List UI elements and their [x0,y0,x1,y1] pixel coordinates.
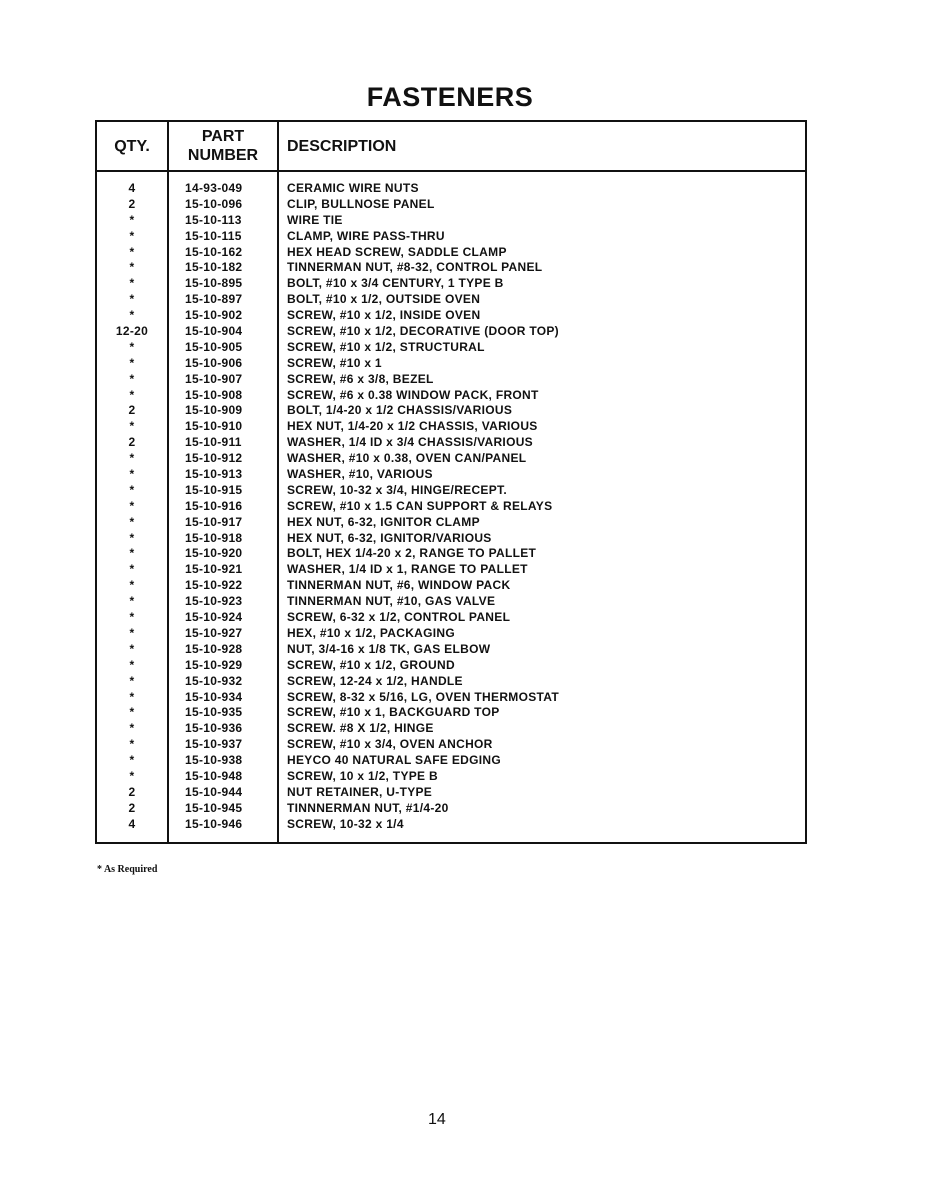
description-cell: SCREW, #10 x 1/2, GROUND [287,657,455,672]
part-number-cell: 15-10-115 [185,228,242,243]
description-cell: CERAMIC WIRE NUTS [287,181,419,195]
qty-cell: * [129,705,135,720]
qty-cell: * [129,578,135,593]
part-number-cell: 15-10-907 [185,371,243,386]
table-row [97,339,805,355]
table-row [97,657,805,673]
part-number-cell: 15-10-915 [185,482,243,497]
header-part-line2: NUMBER [187,147,259,164]
part-number-cell: 15-10-096 [185,196,243,211]
table-row [97,323,805,339]
description-cell: TINNNERMAN NUT, #1/4-20 [287,800,449,815]
part-number-cell: 15-10-946 [185,816,243,831]
table-row [97,768,805,784]
qty-cell: * [129,498,135,513]
description-cell: SCREW, 10 x 1/2, TYPE B [287,768,438,783]
qty-cell: * [129,689,135,704]
part-number-cell: 15-10-917 [185,514,243,529]
table-row [97,609,805,625]
table-row [97,593,805,609]
fasteners-table [95,120,807,844]
qty-cell: * [129,260,135,275]
qty-cell: 4 [128,181,136,195]
description-cell: SCREW, 10-32 x 1/4 [287,816,404,831]
qty-cell: * [129,562,135,577]
description-cell: SCREW, #10 x 1.5 CAN SUPPORT & RELAYS [287,498,553,513]
description-cell: NUT, 3/4-16 x 1/8 TK, GAS ELBOW [287,641,491,656]
qty-cell: * [129,212,135,227]
header-part-number [169,127,277,165]
qty-cell: * [129,530,135,545]
header-part-line1: PART [201,128,245,145]
qty-cell: * [129,768,135,783]
qty-cell: * [129,371,135,386]
part-number-cell: 15-10-905 [185,339,243,354]
part-number-cell: 15-10-934 [185,689,243,704]
qty-cell: * [129,419,135,434]
description-cell: WASHER, 1/4 ID x 3/4 CHASSIS/VARIOUS [287,435,533,450]
part-number-cell: 15-10-944 [185,784,243,799]
part-number-cell: 15-10-113 [185,212,242,227]
description-cell: WIRE TIE [287,212,343,227]
table-row [97,355,805,371]
part-number-cell: 15-10-908 [185,387,243,402]
qty-cell: * [129,355,135,370]
qty-cell: * [129,673,135,688]
page-number: 14 [428,1111,446,1128]
table-row [97,387,805,403]
qty-cell: * [129,467,135,482]
part-number-cell: 15-10-895 [185,276,243,291]
qty-cell: * [129,514,135,529]
qty-cell: * [129,276,135,291]
part-number-cell: 15-10-902 [185,308,243,323]
description-cell: HEX NUT, 6-32, IGNITOR CLAMP [287,514,480,529]
qty-cell: * [129,339,135,354]
part-number-cell: 15-10-924 [185,610,243,625]
table-row [97,673,805,689]
description-cell: SCREW, #10 x 1 [287,355,382,370]
qty-cell: * [129,228,135,243]
description-cell: SCREW, #6 x 0.38 WINDOW PACK, FRONT [287,387,539,402]
table-row [97,482,805,498]
part-number-cell: 15-10-913 [185,467,243,482]
description-cell: SCREW, 6-32 x 1/2, CONTROL PANEL [287,610,511,625]
table-row [97,307,805,323]
qty-cell: 2 [128,196,136,211]
description-cell: NUT RETAINER, U-TYPE [287,784,433,799]
part-number-cell: 15-10-911 [185,435,242,450]
part-number-cell: 15-10-162 [185,244,243,259]
description-cell: WASHER, 1/4 ID x 1, RANGE TO PALLET [287,562,528,577]
description-cell: TINNERMAN NUT, #6, WINDOW PACK [287,578,511,593]
description-cell: SCREW, 8-32 x 5/16, LG, OVEN THERMOSTAT [287,689,559,704]
qty-cell: * [129,292,135,307]
part-number-cell: 15-10-922 [185,578,243,593]
description-cell: BOLT, HEX 1/4-20 x 2, RANGE TO PALLET [287,546,537,561]
table-body [97,180,805,832]
qty-cell: 2 [128,435,136,450]
table-row [97,689,805,705]
table-row [97,450,805,466]
part-number-cell: 15-10-912 [185,451,243,466]
table-row [97,371,805,387]
part-number-cell: 15-10-937 [185,737,243,752]
table-row [97,466,805,482]
table-row [97,752,805,768]
description-cell: SCREW, 10-32 x 3/4, HINGE/RECEPT. [287,482,507,497]
qty-cell: * [129,387,135,402]
part-number-cell: 15-10-921 [185,562,243,577]
qty-cell: * [129,657,135,672]
description-cell: WASHER, #10 x 0.38, OVEN CAN/PANEL [287,451,527,466]
description-cell: HEX HEAD SCREW, SADDLE CLAMP [287,244,507,259]
description-cell: CLIP, BULLNOSE PANEL [287,196,435,211]
table-row [97,418,805,434]
part-number-cell: 15-10-929 [185,657,243,672]
table-row [97,244,805,260]
table-row [97,736,805,752]
table-row [97,212,805,228]
part-number-cell: 15-10-948 [185,768,243,783]
qty-cell: * [129,625,135,640]
table-row [97,641,805,657]
table-row [97,704,805,720]
qty-cell: 4 [128,816,136,831]
part-number-cell: 15-10-923 [185,594,243,609]
part-number-cell: 15-10-906 [185,355,243,370]
qty-cell: * [129,641,135,656]
footnote: * As Required [97,864,158,875]
part-number-cell: 15-10-932 [185,673,243,688]
part-number-cell: 15-10-918 [185,530,243,545]
table-row [97,625,805,641]
part-number-cell: 15-10-916 [185,498,243,513]
qty-cell: * [129,594,135,609]
table-row [97,784,805,800]
qty-cell: * [129,244,135,259]
table-row [97,291,805,307]
qty-cell: * [129,721,135,736]
header-description: DESCRIPTION [287,138,397,155]
qty-cell: * [129,546,135,561]
description-cell: TINNERMAN NUT, #8-32, CONTROL PANEL [287,260,543,275]
description-cell: CLAMP, WIRE PASS-THRU [287,228,445,243]
table-row [97,800,805,816]
table-row [97,228,805,244]
description-cell: BOLT, 1/4-20 x 1/2 CHASSIS/VARIOUS [287,403,513,418]
qty-cell: 2 [128,800,136,815]
table-row [97,498,805,514]
description-cell: HEX, #10 x 1/2, PACKAGING [287,625,455,640]
description-cell: SCREW, #10 x 1, BACKGUARD TOP [287,705,500,720]
table-row [97,196,805,212]
page-title: FASTENERS [366,82,534,112]
table-row [97,530,805,546]
part-number-cell: 15-10-910 [185,419,243,434]
part-number-cell: 15-10-938 [185,753,243,768]
qty-cell: 2 [128,784,136,799]
part-number-cell: 15-10-897 [185,292,243,307]
description-cell: TINNERMAN NUT, #10, GAS VALVE [287,594,496,609]
description-cell: SCREW, #10 x 1/2, INSIDE OVEN [287,308,481,323]
part-number-cell: 15-10-928 [185,641,243,656]
description-cell: HEX NUT, 1/4-20 x 1/2 CHASSIS, VARIOUS [287,419,538,434]
qty-cell: * [129,753,135,768]
part-number-cell: 15-10-927 [185,625,243,640]
part-number-cell: 15-10-935 [185,705,243,720]
table-row [97,259,805,275]
table-row [97,577,805,593]
qty-cell: * [129,482,135,497]
part-number-cell: 15-10-909 [185,403,243,418]
header-divider [97,170,805,172]
qty-cell: 2 [128,403,136,418]
part-number-cell: 15-10-920 [185,546,243,561]
description-cell: BOLT, #10 x 3/4 CENTURY, 1 TYPE B [287,276,504,291]
qty-cell: * [129,737,135,752]
table-row [97,720,805,736]
description-cell: HEX NUT, 6-32, IGNITOR/VARIOUS [287,530,492,545]
part-number-cell: 15-10-182 [185,260,243,275]
description-cell: SCREW, 12-24 x 1/2, HANDLE [287,673,463,688]
part-number-cell: 15-10-945 [185,800,243,815]
qty-cell: * [129,451,135,466]
table-row [97,561,805,577]
table-row [97,514,805,530]
part-number-cell: 15-10-936 [185,721,243,736]
description-cell: SCREW. #8 X 1/2, HINGE [287,721,434,736]
description-cell: SCREW, #10 x 1/2, STRUCTURAL [287,339,485,354]
table-row [97,545,805,561]
description-cell: SCREW, #10 x 3/4, OVEN ANCHOR [287,737,493,752]
header-qty: QTY. [114,138,150,155]
table-row [97,180,805,196]
description-cell: WASHER, #10, VARIOUS [287,467,433,482]
part-number-cell: 14-93-049 [185,181,243,195]
part-number-cell: 15-10-904 [185,324,243,339]
table-row [97,402,805,418]
description-cell: SCREW, #6 x 3/8, BEZEL [287,371,434,386]
qty-cell: * [129,610,135,625]
description-cell: HEYCO 40 NATURAL SAFE EDGING [287,753,501,768]
table-row [97,816,805,832]
description-cell: BOLT, #10 x 1/2, OUTSIDE OVEN [287,292,481,307]
table-row [97,275,805,291]
qty-cell: 12-20 [115,324,149,339]
table-row [97,434,805,450]
description-cell: SCREW, #10 x 1/2, DECORATIVE (DOOR TOP) [287,324,559,339]
qty-cell: * [129,308,135,323]
